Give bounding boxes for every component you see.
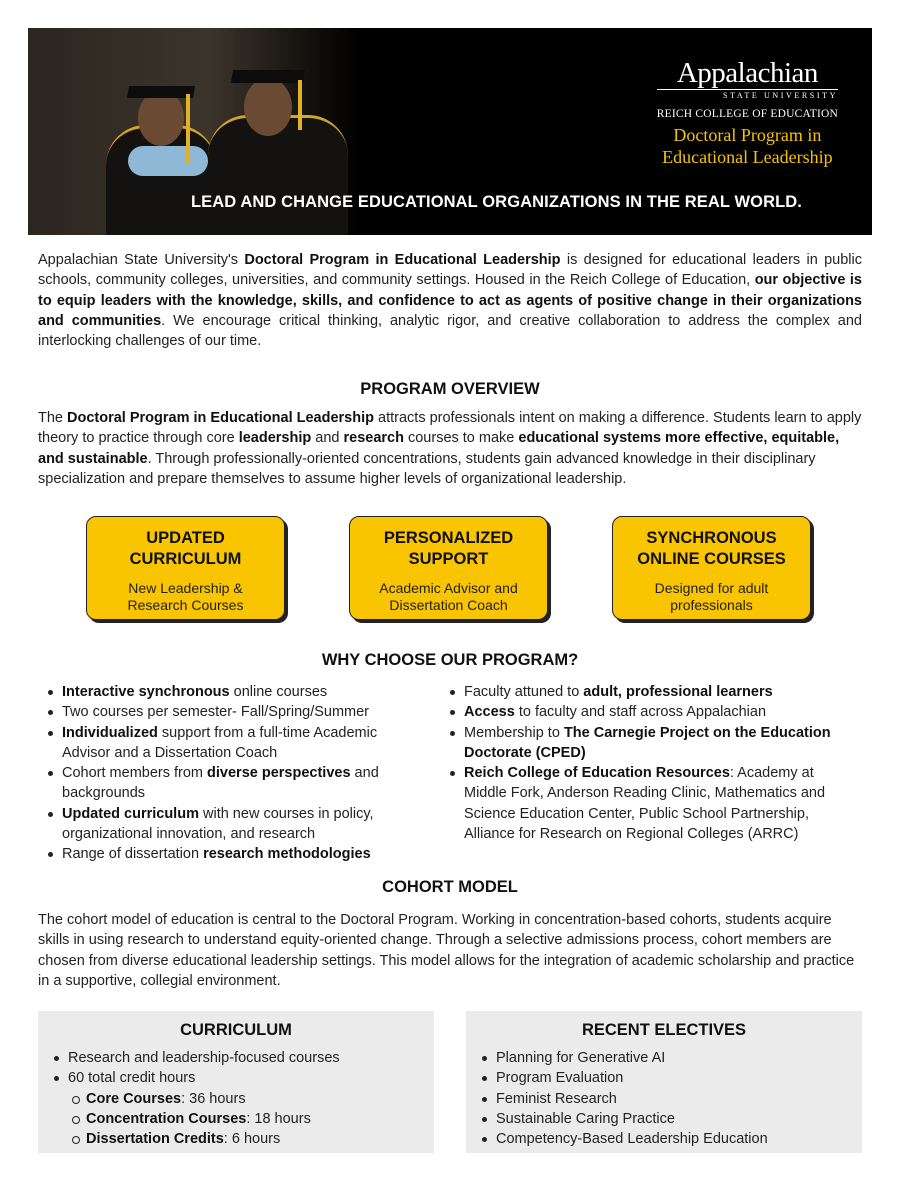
- list-item: 60 total credit hours: [44, 1068, 434, 1088]
- list-item: Dissertation Credits: 6 hours: [62, 1129, 434, 1149]
- card-title: UPDATED CURRICULUM: [129, 529, 242, 568]
- header-banner: [28, 28, 872, 235]
- why-choose-heading: WHY CHOOSE OUR PROGRAM?: [321, 651, 579, 669]
- feature-card-curriculum: [86, 516, 285, 620]
- cohort-model-paragraph: The cohort model of education is central to the Doctoral Program. Working in concentration-based cohorts, students acquire skills in using research to understand equity-oriented change. Through a selective admissions process, cohort members are chosen from diverse educational leadership settings. This model allows for the integration of academic scholarship and practice in a supportive, collegial environment.: [38, 912, 855, 989]
- logo-college: REICH COLLEGE OF EDUCATION: [656, 108, 838, 120]
- card-subtitle: New Leadership & Research Courses: [127, 580, 244, 613]
- card-subtitle: Designed for adult professionals: [654, 580, 769, 613]
- list-item: Cohort members from diverse perspectives and backgrounds: [38, 763, 428, 804]
- logo-university: Appalachian: [676, 57, 818, 89]
- list-item: Core Courses: 36 hours: [62, 1089, 434, 1109]
- curriculum-heading: CURRICULUM: [180, 1021, 292, 1039]
- list-item: Interactive synchronous online courses: [38, 682, 428, 702]
- list-item: Planning for Generative AI: [472, 1048, 862, 1068]
- list-item: Sustainable Caring Practice: [472, 1109, 862, 1129]
- program-overview-paragraph: The Doctoral Program in Educational Leadership attracts professionals intent on making a difference. Students learn to apply theory to practice through core leadership and research courses to make educational systems more effective, equitable, and sustainable. Through professionally-oriented concentrations, students gain advanced knowledge in their disciplinary specialization and prepare themselves to assume higher levels of organizational leadership.: [38, 410, 862, 487]
- list-item: Access to faculty and staff across Appalachian: [440, 702, 860, 722]
- why-list-right: [440, 682, 860, 844]
- list-item: Two courses per semester- Fall/Spring/Summer: [38, 702, 428, 722]
- banner-tagline: LEAD AND CHANGE EDUCATIONAL ORGANIZATIONS IN THE REAL WORLD.: [191, 193, 802, 211]
- curriculum-box: [38, 1011, 434, 1153]
- electives-heading: RECENT ELECTIVES: [581, 1021, 747, 1039]
- card-title: SYNCHRONOUS ONLINE COURSES: [637, 529, 786, 568]
- list-item: Reich College of Education Resources: Academy at Middle Fork, Anderson Reading Clinic, Mathematics and Science Education Center, Public School Partnership, Alliance for Research on Regional Colleges (ARRC): [440, 763, 860, 844]
- logo-program-line1: Doctoral Program in: [673, 125, 822, 145]
- card-subtitle: Academic Advisor and Dissertation Coach: [379, 580, 518, 613]
- feature-card-support: [349, 516, 548, 620]
- feature-card-online: [612, 516, 811, 620]
- list-item: Concentration Courses: 18 hours: [62, 1109, 434, 1129]
- list-item: Competency-Based Leadership Education: [472, 1129, 862, 1149]
- program-overview-heading: PROGRAM OVERVIEW: [360, 380, 540, 398]
- curriculum-sublist: [62, 1089, 434, 1150]
- intro-paragraph: Appalachian State University's Doctoral Program in Educational Leadership is designed for educational leaders in public schools, community colleges, universities, and community settings. Housed in the Reich College of Education, our objective is to equip leaders with the knowledge, skills, and confidence to act as agents of positive change in their organizations and communities. We encourage critical thinking, analytic rigor, and creative collaboration to address the complex and interlocking challenges of our time.: [38, 252, 862, 350]
- list-item: Membership to The Carnegie Project on the Education Doctorate (CPED): [440, 723, 860, 764]
- electives-box: [466, 1011, 862, 1153]
- card-title: PERSONALIZED SUPPORT: [383, 529, 514, 568]
- why-list-left: [38, 682, 428, 865]
- list-item: Feminist Research: [472, 1089, 862, 1109]
- list-item: Individualized support from a full-time Academic Advisor and a Dissertation Coach: [38, 723, 428, 764]
- list-item: Faculty attuned to adult, professional learners: [440, 682, 860, 702]
- cohort-model-heading: COHORT MODEL: [382, 878, 518, 896]
- list-item: Updated curriculum with new courses in policy, organizational innovation, and research: [38, 804, 428, 845]
- logo-state-university: STATE UNIVERSITY: [657, 89, 838, 100]
- logo-program-line2: Educational Leadership: [662, 147, 833, 167]
- list-item: Range of dissertation research methodologies: [38, 844, 428, 864]
- electives-list: [472, 1048, 862, 1149]
- list-item: Research and leadership-focused courses: [44, 1048, 434, 1068]
- university-logo: [657, 58, 838, 168]
- curriculum-list: [44, 1048, 434, 1089]
- list-item: Program Evaluation: [472, 1068, 862, 1088]
